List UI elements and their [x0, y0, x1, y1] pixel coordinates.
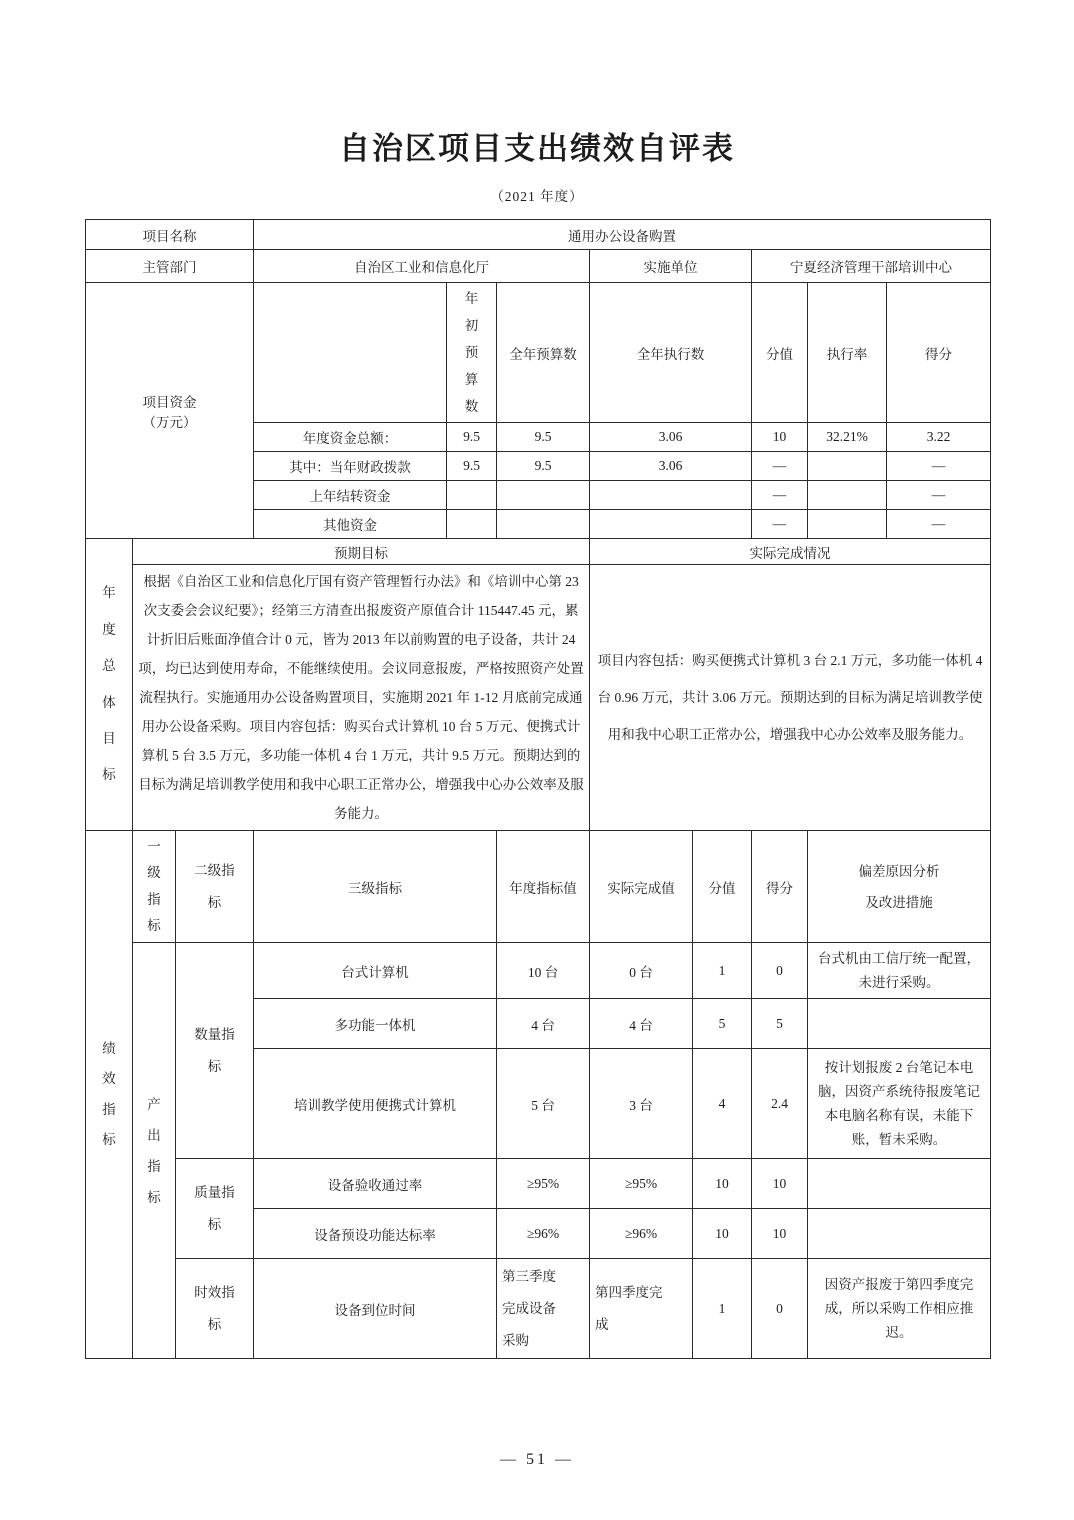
deviation-cell: 因资产报废于第四季度完成，所以采购工作相应推迟。	[808, 1259, 991, 1359]
indicator-header-level3: 三级指标	[254, 831, 497, 943]
score-cell: 2.4	[752, 1049, 808, 1159]
execution-rate-cell	[808, 452, 887, 481]
funding-header-blank	[254, 283, 447, 423]
annual-goal-section-label: 年度总体目标	[86, 539, 133, 831]
funding-header-annual-execution: 全年执行数	[590, 283, 752, 423]
target-cell: 4 台	[497, 999, 590, 1049]
annual-execution-cell	[590, 481, 752, 510]
annual-budget-cell: 9.5	[497, 452, 590, 481]
indicator-header-score: 得分	[752, 831, 808, 943]
funding-header-annual-budget: 全年预算数	[497, 283, 590, 423]
annual-execution-cell	[590, 510, 752, 539]
actual-text: 第四季度完成	[595, 1285, 663, 1332]
target-cell: ≥96%	[497, 1209, 590, 1259]
indicator-group-timeliness: 时效指标	[176, 1259, 254, 1359]
funding-header-score: 得分	[887, 283, 991, 423]
indicator-header-level1: 一级指标	[133, 831, 176, 943]
actual-completion-header: 实际完成情况	[590, 539, 991, 565]
actual-completion-text: 项目内容包括：购买便携式计算机 3 台 2.1 万元，多功能一体机 4 台 0.96 万元，共计 3.06 万元。预期达到的目标为满足培训教学使用和我中心职工正常办公，增强我中心办公效率及服务能力。	[590, 565, 991, 831]
indicator-level1-value: 产出指标	[133, 943, 176, 1359]
indicator-row-desktop	[86, 943, 991, 999]
initial-budget-cell	[447, 510, 497, 539]
score-cell: 3.22	[887, 423, 991, 452]
actual-cell: ≥96%	[590, 1209, 693, 1259]
self-eval-table	[85, 219, 991, 1359]
impl-unit-value: 宁夏经济管理干部培训中心	[752, 250, 991, 283]
actual-cell: 3 台	[590, 1049, 693, 1159]
target-cell: ≥95%	[497, 1159, 590, 1209]
page-title: 自治区项目支出绩效自评表	[339, 131, 735, 166]
execution-rate-cell	[808, 510, 887, 539]
indicator-header-level2: 二级指标	[176, 831, 254, 943]
deviation-cell	[808, 1209, 991, 1259]
score-cell: —	[887, 510, 991, 539]
project-name-label: 项目名称	[86, 220, 254, 250]
page-subtitle: （2021 年度）	[490, 189, 584, 204]
target-cell: 5 台	[497, 1049, 590, 1159]
score-cell: 0	[752, 1259, 808, 1359]
indicator-row-delivery	[86, 1259, 991, 1359]
funding-row-label: 上年结转资金	[254, 481, 447, 510]
expected-goal-text: 根据《自治区工业和信息化厅国有资产管理暂行办法》和《培训中心第 23 次支委会会议纪要》；经第三方清查出报废资产原值合计 115447.45 元，累计折旧后账面净值合计 0 元，皆为 2013 年以前购置的电子设备，共计 24 项，均已达到使用寿命，不能继续使用。会议同意报废，严格按照资产处置流程执行。实施通用办公设备购置项目，实施期 2021 年 1-12 月底前完成通用办公设备采购。项目内容包括：购买台式计算机 10 台 5 万元、便携式计算机 5 台 3.5 万元，多功能一体机 4 台 1 万元，共计 9.5 万元。预期达到的目标为满足培训教学使用和我中心职工正常办公，增强我中心办公效率及服务能力。	[133, 565, 590, 831]
indicator-group-quantity: 数量指标	[176, 943, 254, 1159]
actual-cell	[590, 1259, 693, 1359]
annual-budget-cell	[497, 510, 590, 539]
level3-cell: 台式计算机	[254, 943, 497, 999]
weight-cell: 10	[752, 423, 808, 452]
indicator-header-annual-target: 年度指标值	[497, 831, 590, 943]
funding-header-execution-rate: 执行率	[808, 283, 887, 423]
funding-header-initial-budget: 年初预算数	[447, 283, 497, 423]
target-text: 第三季度完成设备采购	[502, 1269, 557, 1348]
target-cell	[497, 1259, 590, 1359]
indicator-header-actual-value: 实际完成值	[590, 831, 693, 943]
score-cell: 5	[752, 999, 808, 1049]
expected-goal-header: 预期目标	[133, 539, 590, 565]
page-number: — 51 —	[500, 1451, 574, 1469]
execution-rate-cell	[808, 481, 887, 510]
indicator-group-quality: 质量指标	[176, 1159, 254, 1259]
score-cell: 10	[752, 1209, 808, 1259]
weight-cell: 10	[693, 1209, 752, 1259]
funding-section-label-line1: 项目资金	[142, 394, 197, 410]
initial-budget-cell	[447, 481, 497, 510]
funding-section-label	[86, 283, 254, 539]
project-name-value: 通用办公设备购置	[254, 220, 991, 250]
funding-section-label-line2: （万元）	[142, 414, 197, 430]
level3-cell: 设备验收通过率	[254, 1159, 497, 1209]
deviation-cell	[808, 999, 991, 1049]
weight-cell: 1	[693, 1259, 752, 1359]
weight-cell: 4	[693, 1049, 752, 1159]
execution-rate-cell: 32.21%	[808, 423, 887, 452]
annual-execution-cell: 3.06	[590, 423, 752, 452]
weight-cell: —	[752, 481, 808, 510]
indicator-row-acceptance	[86, 1159, 991, 1209]
initial-budget-cell: 9.5	[447, 452, 497, 481]
weight-cell: 1	[693, 943, 752, 999]
level3-cell: 设备到位时间	[254, 1259, 497, 1359]
score-cell: —	[887, 452, 991, 481]
funding-row-label: 年度资金总额：	[254, 423, 447, 452]
indicator-header-weight: 分值	[693, 831, 752, 943]
level3-cell: 培训教学使用便携式计算机	[254, 1049, 497, 1159]
level3-cell: 设备预设功能达标率	[254, 1209, 497, 1259]
indicator-section-label: 绩效指标	[86, 831, 133, 1359]
dept-value: 自治区工业和信息化厅	[254, 250, 590, 283]
actual-cell: ≥95%	[590, 1159, 693, 1209]
weight-cell: —	[752, 452, 808, 481]
dept-label: 主管部门	[86, 250, 254, 283]
level3-cell: 多功能一体机	[254, 999, 497, 1049]
deviation-cell	[808, 1159, 991, 1209]
funding-header-weight: 分值	[752, 283, 808, 423]
funding-row-label: 其中：当年财政拨款	[254, 452, 447, 481]
weight-cell: 10	[693, 1159, 752, 1209]
indicator-header-deviation: 偏差原因分析及改进措施	[808, 831, 991, 943]
annual-budget-cell: 9.5	[497, 423, 590, 452]
weight-cell: —	[752, 510, 808, 539]
weight-cell: 5	[693, 999, 752, 1049]
score-cell: 0	[752, 943, 808, 999]
impl-unit-label: 实施单位	[590, 250, 752, 283]
deviation-cell: 按计划报废 2 台笔记本电脑，因资产系统待报废笔记本电脑名称有误，未能下账，暂未采购。	[808, 1049, 991, 1159]
actual-cell: 4 台	[590, 999, 693, 1049]
deviation-cell: 台式机由工信厅统一配置，未进行采购。	[808, 943, 991, 999]
initial-budget-cell: 9.5	[447, 423, 497, 452]
target-cell: 10 台	[497, 943, 590, 999]
annual-budget-cell	[497, 481, 590, 510]
annual-execution-cell: 3.06	[590, 452, 752, 481]
score-cell: 10	[752, 1159, 808, 1209]
score-cell: —	[887, 481, 991, 510]
actual-cell: 0 台	[590, 943, 693, 999]
funding-row-label: 其他资金	[254, 510, 447, 539]
